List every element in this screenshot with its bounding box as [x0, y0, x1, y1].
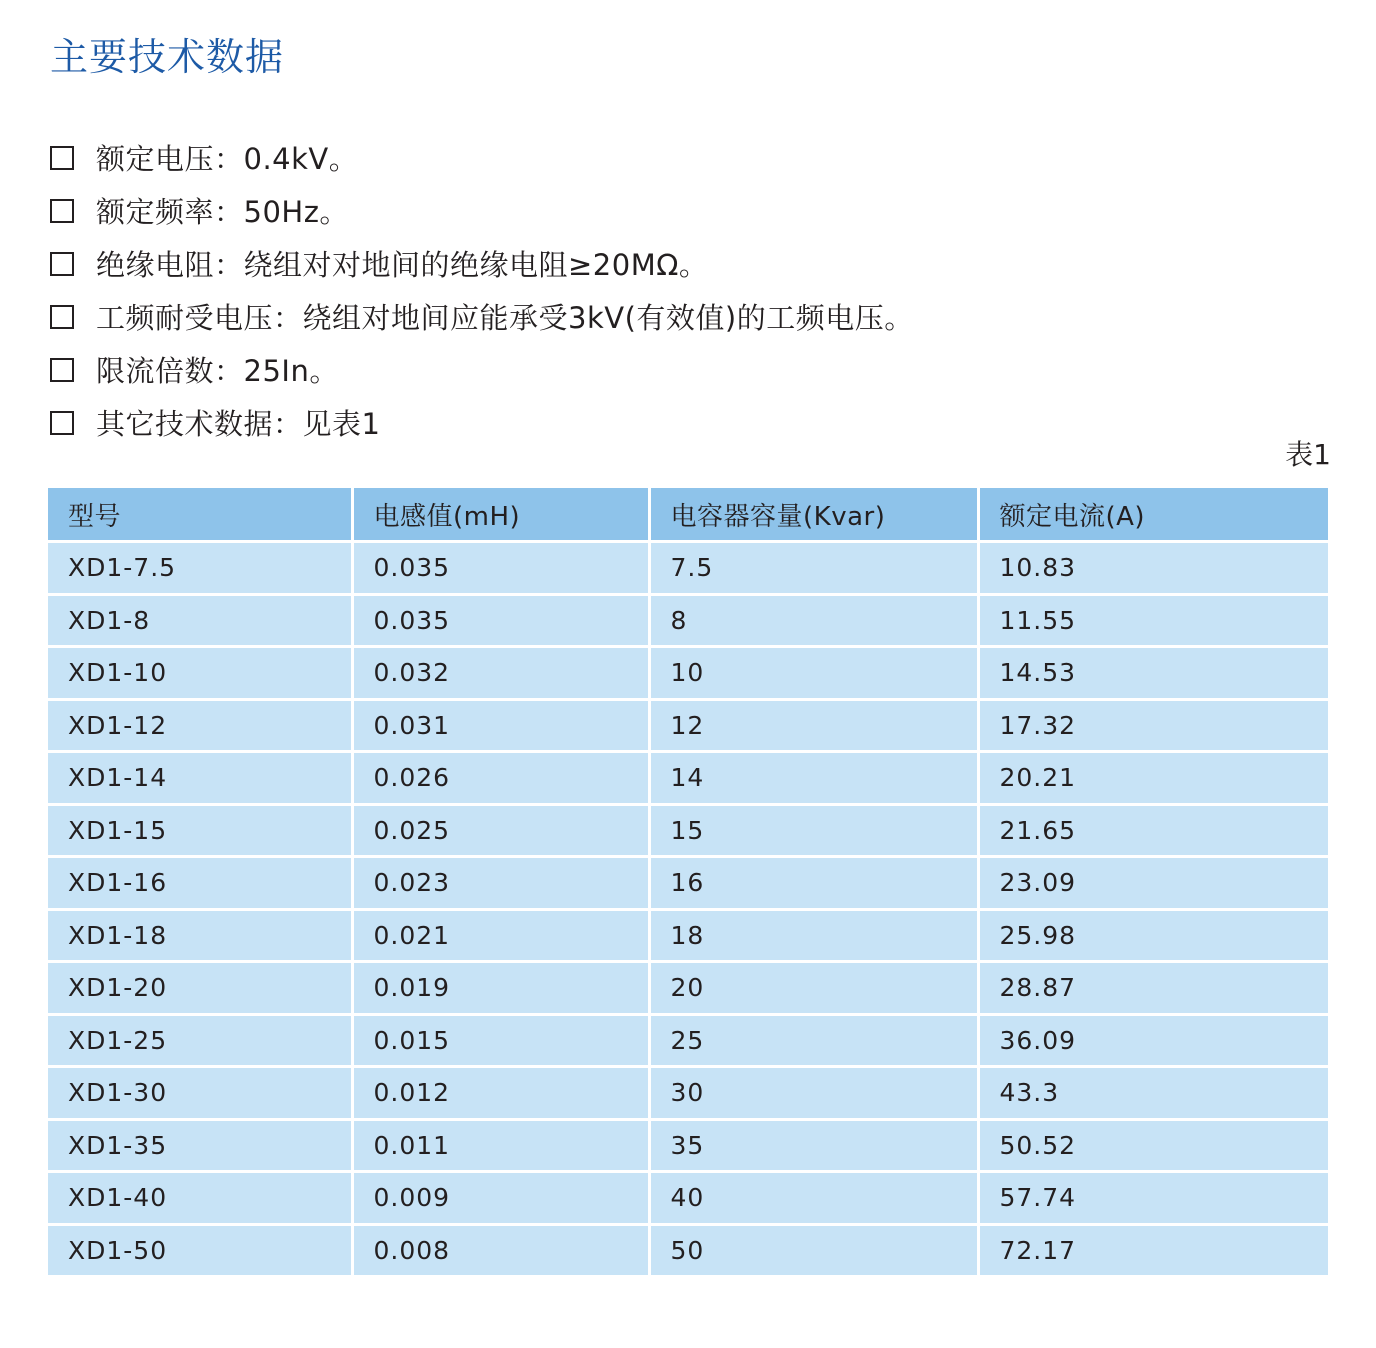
- table-row: [48, 1014, 1328, 1067]
- checkbox-icon: [50, 358, 74, 382]
- cell-capacity: 10: [649, 647, 978, 700]
- table-caption: 表1: [1285, 438, 1331, 471]
- cell-inductance: 0.008: [352, 1224, 649, 1275]
- cell-current: 28.87: [978, 962, 1328, 1015]
- cell-capacity: 50: [649, 1224, 978, 1275]
- cell-inductance: 0.025: [352, 804, 649, 857]
- table-row: [48, 752, 1328, 805]
- header-rated-current: 额定电流(A): [978, 488, 1328, 542]
- cell-current: 36.09: [978, 1014, 1328, 1067]
- table-row: [48, 962, 1328, 1015]
- spec-item: [50, 290, 914, 343]
- table-row: [48, 909, 1328, 962]
- header-model: 型号: [48, 488, 352, 542]
- cell-inductance: 0.032: [352, 647, 649, 700]
- cell-inductance: 0.026: [352, 752, 649, 805]
- table-row: [48, 857, 1328, 910]
- cell-inductance: 0.035: [352, 594, 649, 647]
- cell-capacity: 15: [649, 804, 978, 857]
- cell-model: XD1-18: [48, 909, 352, 962]
- cell-capacity: 16: [649, 857, 978, 910]
- checkbox-icon: [50, 305, 74, 329]
- cell-capacity: 30: [649, 1067, 978, 1120]
- cell-capacity: 7.5: [649, 542, 978, 595]
- table-row: [48, 1067, 1328, 1120]
- cell-inductance: 0.011: [352, 1119, 649, 1172]
- spec-item: [50, 184, 914, 237]
- cell-current: 25.98: [978, 909, 1328, 962]
- checkbox-icon: [50, 199, 74, 223]
- cell-current: 23.09: [978, 857, 1328, 910]
- checkbox-icon: [50, 411, 74, 435]
- cell-current: 20.21: [978, 752, 1328, 805]
- cell-model: XD1-10: [48, 647, 352, 700]
- header-capacitor-capacity: 电容器容量(Kvar): [649, 488, 978, 542]
- cell-capacity: 18: [649, 909, 978, 962]
- cell-model: XD1-25: [48, 1014, 352, 1067]
- spec-text: 额定频率：50Hz。: [96, 195, 349, 229]
- cell-model: XD1-15: [48, 804, 352, 857]
- cell-model: XD1-7.5: [48, 542, 352, 595]
- table-row: [48, 542, 1328, 595]
- checkbox-icon: [50, 146, 74, 170]
- cell-model: XD1-50: [48, 1224, 352, 1275]
- cell-model: XD1-20: [48, 962, 352, 1015]
- spec-text: 工频耐受电压：绕组对地间应能承受3kV(有效值)的工频电压。: [96, 301, 914, 335]
- cell-inductance: 0.021: [352, 909, 649, 962]
- cell-inductance: 0.015: [352, 1014, 649, 1067]
- spec-list: [50, 131, 914, 449]
- cell-inductance: 0.023: [352, 857, 649, 910]
- cell-inductance: 0.031: [352, 699, 649, 752]
- cell-capacity: 8: [649, 594, 978, 647]
- cell-inductance: 0.009: [352, 1172, 649, 1225]
- cell-model: XD1-16: [48, 857, 352, 910]
- cell-model: XD1-12: [48, 699, 352, 752]
- cell-model: XD1-30: [48, 1067, 352, 1120]
- table-row: [48, 1119, 1328, 1172]
- cell-capacity: 25: [649, 1014, 978, 1067]
- cell-inductance: 0.012: [352, 1067, 649, 1120]
- cell-capacity: 14: [649, 752, 978, 805]
- cell-capacity: 12: [649, 699, 978, 752]
- cell-inductance: 0.019: [352, 962, 649, 1015]
- checkbox-icon: [50, 252, 74, 276]
- header-inductance: 电感值(mH): [352, 488, 649, 542]
- table-row: [48, 647, 1328, 700]
- spec-item: [50, 396, 914, 449]
- spec-text: 额定电压：0.4kV。: [96, 142, 359, 176]
- cell-current: 17.32: [978, 699, 1328, 752]
- cell-current: 43.3: [978, 1067, 1328, 1120]
- cell-current: 10.83: [978, 542, 1328, 595]
- table-row: [48, 804, 1328, 857]
- cell-model: XD1-35: [48, 1119, 352, 1172]
- spec-text: 其它技术数据：见表1: [96, 407, 381, 441]
- cell-current: 57.74: [978, 1172, 1328, 1225]
- table-row: [48, 699, 1328, 752]
- table-header-row: [48, 488, 1328, 542]
- table-row: [48, 594, 1328, 647]
- cell-capacity: 20: [649, 962, 978, 1015]
- cell-current: 50.52: [978, 1119, 1328, 1172]
- cell-capacity: 40: [649, 1172, 978, 1225]
- spec-text: 绝缘电阻：绕组对对地间的绝缘电阻≥20MΩ。: [96, 248, 709, 282]
- table-row: [48, 1172, 1328, 1225]
- page-title: 主要技术数据: [50, 35, 285, 79]
- cell-inductance: 0.035: [352, 542, 649, 595]
- spec-table: [48, 488, 1328, 1275]
- cell-model: XD1-40: [48, 1172, 352, 1225]
- spec-item: [50, 131, 914, 184]
- spec-item: [50, 343, 914, 396]
- cell-current: 14.53: [978, 647, 1328, 700]
- cell-model: XD1-8: [48, 594, 352, 647]
- cell-model: XD1-14: [48, 752, 352, 805]
- cell-capacity: 35: [649, 1119, 978, 1172]
- cell-current: 11.55: [978, 594, 1328, 647]
- cell-current: 21.65: [978, 804, 1328, 857]
- table-row: [48, 1224, 1328, 1275]
- cell-current: 72.17: [978, 1224, 1328, 1275]
- spec-item: [50, 237, 914, 290]
- spec-text: 限流倍数：25In。: [96, 354, 339, 388]
